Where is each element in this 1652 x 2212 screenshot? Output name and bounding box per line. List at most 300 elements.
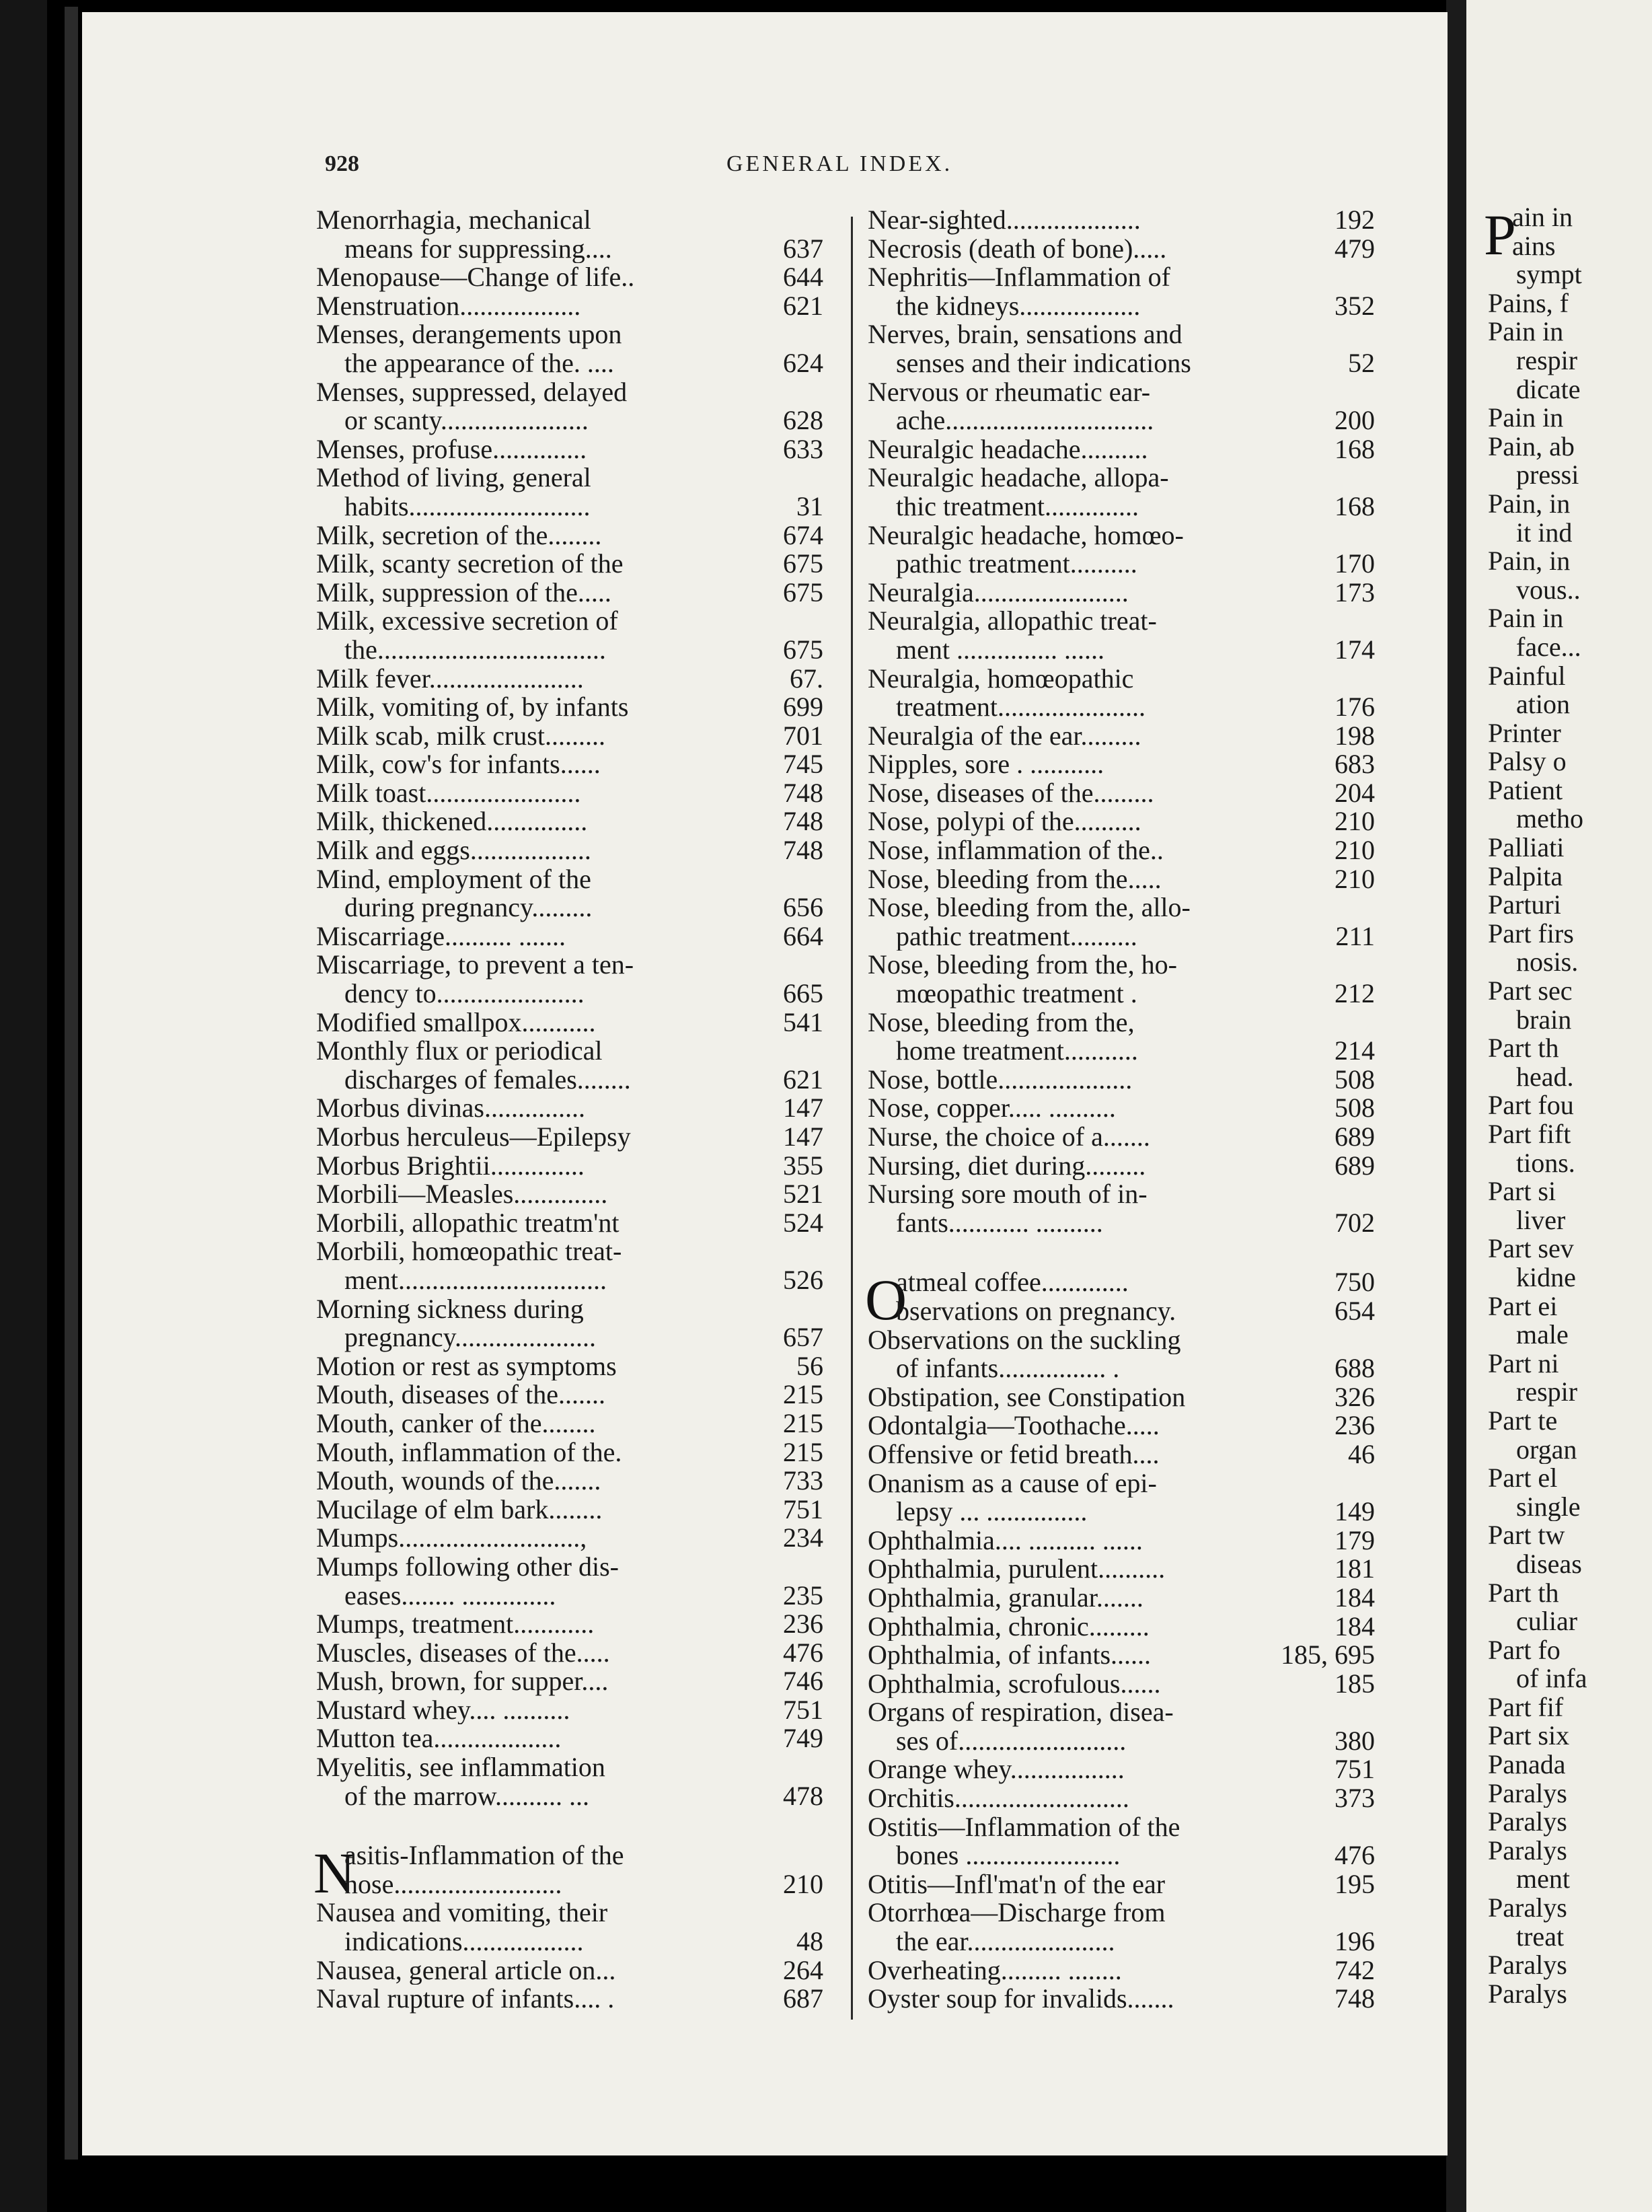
index-entry-page: 664 bbox=[783, 922, 823, 951]
index-entry bbox=[868, 1927, 1386, 1956]
index-entry-text: Menses, derangements upon bbox=[316, 320, 622, 349]
index-entry-text: during pregnancy......... bbox=[344, 893, 593, 922]
index-entry bbox=[1488, 747, 1652, 776]
index-entry-text: Morbili, homœopathic treat- bbox=[316, 1237, 622, 1266]
index-entry bbox=[316, 1266, 834, 1295]
section-gap bbox=[316, 1810, 834, 1841]
index-entry-text: Part ei bbox=[1488, 1292, 1558, 1321]
index-entry-text: Otorrhœa—Discharge from bbox=[868, 1898, 1166, 1928]
index-entry bbox=[868, 1898, 1386, 1927]
index-column-right bbox=[865, 206, 1386, 2036]
index-entry-text: Mouth, canker of the........ bbox=[316, 1409, 596, 1438]
index-entry bbox=[1488, 1292, 1652, 1321]
index-entry bbox=[868, 1037, 1386, 1066]
index-entry bbox=[1488, 1091, 1652, 1120]
index-entry bbox=[1488, 1579, 1652, 1608]
index-entry-text: Nurse, the choice of a....... bbox=[868, 1123, 1150, 1152]
index-entry-text: Monthly flux or periodical bbox=[316, 1037, 603, 1066]
index-entry-text: Parturi bbox=[1488, 891, 1561, 920]
index-entry-text: the ear...................... bbox=[896, 1927, 1115, 1956]
index-entry-page: 168 bbox=[1335, 435, 1375, 464]
index-entry bbox=[316, 1152, 834, 1181]
index-entry-text: ain in bbox=[1512, 202, 1573, 232]
index-entry bbox=[1488, 1234, 1652, 1263]
index-entry-text: Milk, thickened............... bbox=[316, 807, 588, 837]
index-entry-page: 147 bbox=[783, 1123, 823, 1152]
index-entry-text: Mumps..........................., bbox=[316, 1524, 587, 1553]
index-entry-text: treat bbox=[1516, 1922, 1565, 1952]
index-entry-text: of the marrow.......... ... bbox=[344, 1781, 589, 1811]
index-entry bbox=[316, 1696, 834, 1725]
index-entry bbox=[316, 1582, 834, 1611]
index-entry-text: Ophthalmia.... .......... ...... bbox=[868, 1526, 1143, 1555]
index-entry-text: Mucilage of elm bark........ bbox=[316, 1495, 603, 1524]
index-entry bbox=[316, 435, 834, 464]
index-entry-page: 628 bbox=[783, 406, 823, 435]
index-entry bbox=[868, 1180, 1386, 1209]
index-entry-text: Near-sighted.................... bbox=[868, 206, 1141, 235]
index-entry-text: Part th bbox=[1488, 1578, 1559, 1608]
index-entry-text: Ophthalmia, of infants...... bbox=[868, 1641, 1152, 1670]
index-entry-text: Organs of respiration, disea- bbox=[868, 1698, 1174, 1727]
index-entry-page: 234 bbox=[783, 1524, 823, 1553]
index-entry bbox=[868, 1985, 1386, 2014]
index-entry-text: dicate bbox=[1516, 375, 1581, 404]
index-entry-text: Ophthalmia, purulent.......... bbox=[868, 1555, 1166, 1584]
index-entry bbox=[316, 1927, 834, 1956]
index-entry-page: 170 bbox=[1335, 550, 1375, 579]
index-entry-text: indications.................. bbox=[344, 1927, 584, 1956]
index-entry-text: Part si bbox=[1488, 1177, 1556, 1206]
index-entry bbox=[868, 980, 1386, 1008]
index-entry-text: Odontalgia—Toothache..... bbox=[868, 1411, 1160, 1440]
index-entry bbox=[868, 1698, 1386, 1727]
index-entry-text: Milk toast....................... bbox=[316, 778, 581, 808]
index-entry bbox=[316, 1237, 834, 1266]
index-entry-text: of infants................ . bbox=[896, 1354, 1120, 1383]
index-entry-text: Milk, scanty secretion of the bbox=[316, 550, 624, 579]
index-entry bbox=[868, 1727, 1386, 1756]
index-entry bbox=[316, 1066, 834, 1095]
index-entry bbox=[868, 435, 1386, 464]
index-entry-text: Morbus Brightii.............. bbox=[316, 1151, 585, 1181]
index-entry bbox=[316, 1438, 834, 1467]
index-entry-text: Part sec bbox=[1488, 977, 1573, 1006]
index-entry-text: the appearance of the. .... bbox=[344, 348, 614, 378]
drop-cap-letter: P bbox=[1484, 202, 1516, 267]
index-entry-text: Pain, in bbox=[1488, 489, 1571, 519]
index-entry-text: Oyster soup for invalids....... bbox=[868, 1985, 1174, 2014]
index-entry bbox=[1488, 576, 1652, 605]
index-entry-page: 746 bbox=[783, 1667, 823, 1696]
index-entry bbox=[316, 349, 834, 378]
index-entry bbox=[868, 865, 1386, 894]
index-entry-text: Patient bbox=[1488, 776, 1563, 805]
index-entry bbox=[1488, 1894, 1652, 1923]
index-entry-text: Pain in bbox=[1488, 404, 1564, 433]
index-entry-text: Milk scab, milk crust......... bbox=[316, 721, 605, 751]
index-entry-text: Menorrhagia, mechanical bbox=[316, 206, 591, 235]
index-entry bbox=[1488, 404, 1652, 433]
index-entry bbox=[1488, 690, 1652, 719]
index-entry bbox=[868, 521, 1386, 550]
index-entry-text: Pain, in bbox=[1488, 547, 1571, 576]
index-entry-page: 215 bbox=[783, 1380, 823, 1409]
index-entry-text: respir bbox=[1516, 346, 1578, 375]
index-entry-text: Painful bbox=[1488, 661, 1566, 691]
index-entry-text: Onanism as a cause of epi- bbox=[868, 1469, 1157, 1498]
index-entry bbox=[316, 1553, 834, 1582]
index-entry bbox=[868, 807, 1386, 836]
index-entry bbox=[868, 1440, 1386, 1469]
index-entry-page: 48 bbox=[796, 1927, 823, 1956]
index-entry-page: 184 bbox=[1335, 1612, 1375, 1642]
index-entry bbox=[868, 1123, 1386, 1152]
index-entry-text: Muscles, diseases of the..... bbox=[316, 1638, 610, 1668]
index-entry-page: 210 bbox=[783, 1870, 823, 1899]
index-entry-text: Ophthalmia, chronic......... bbox=[868, 1612, 1150, 1642]
index-entry bbox=[1488, 318, 1652, 346]
index-entry-page: 748 bbox=[783, 807, 823, 837]
index-entry-page: 185 bbox=[1335, 1669, 1375, 1699]
index-entry-text: it ind bbox=[1516, 518, 1573, 548]
index-entry-page: 326 bbox=[1335, 1382, 1375, 1412]
index-entry bbox=[868, 1008, 1386, 1037]
index-entry bbox=[1488, 948, 1652, 977]
index-entry-text: Motion or rest as symptoms bbox=[316, 1352, 617, 1381]
index-entry-text: Pain in bbox=[1488, 604, 1564, 633]
index-entry-text: nose......................... bbox=[344, 1870, 562, 1899]
index-entry bbox=[316, 1209, 834, 1238]
index-entry bbox=[1488, 920, 1652, 949]
index-entry-page: 701 bbox=[783, 721, 823, 751]
index-entry bbox=[1488, 1063, 1652, 1092]
index-entry-page: 192 bbox=[1335, 206, 1375, 235]
index-entry-text: Part fift bbox=[1488, 1120, 1571, 1149]
index-entry-page: 750 bbox=[1335, 1267, 1375, 1298]
index-entry-page: 176 bbox=[1335, 693, 1375, 722]
index-entry-page: 236 bbox=[1335, 1411, 1375, 1440]
index-entry-page: 200 bbox=[1335, 406, 1375, 435]
index-entry bbox=[1488, 490, 1652, 519]
index-entry bbox=[316, 1667, 834, 1696]
index-entry-page: 31 bbox=[796, 492, 823, 521]
index-entry-page: 687 bbox=[783, 1985, 823, 2014]
index-entry-text: Part fou bbox=[1488, 1091, 1574, 1120]
index-entry-text: Nausea, general article on... bbox=[316, 1956, 616, 1985]
index-entry bbox=[1488, 1464, 1652, 1493]
index-entry-text: Morbili, allopathic treatm'nt bbox=[316, 1208, 620, 1238]
index-entry-page: 751 bbox=[783, 1695, 823, 1725]
index-entry bbox=[1488, 1636, 1652, 1665]
index-entry-page: 215 bbox=[783, 1409, 823, 1438]
index-entry bbox=[868, 1469, 1386, 1498]
index-entry-page: 479 bbox=[1335, 234, 1375, 264]
index-entry-text: Nose, diseases of the......... bbox=[868, 778, 1154, 808]
index-entry-text: Paralys bbox=[1488, 1951, 1567, 1980]
index-entry-text: organ bbox=[1516, 1435, 1577, 1465]
index-entry bbox=[868, 406, 1386, 435]
index-entry-page: 633 bbox=[783, 435, 823, 464]
index-entry bbox=[868, 1870, 1386, 1899]
index-entry bbox=[868, 951, 1386, 980]
index-entry bbox=[868, 1094, 1386, 1123]
index-entry bbox=[1488, 1378, 1652, 1407]
index-entry-text: Overheating......... ........ bbox=[868, 1956, 1122, 1985]
index-entry-text: eases........ .............. bbox=[344, 1581, 556, 1611]
index-entry-text: Obstipation, see Constipation bbox=[868, 1382, 1186, 1412]
index-entry bbox=[1488, 834, 1652, 862]
index-entry bbox=[316, 665, 834, 694]
index-entry bbox=[316, 1295, 834, 1324]
index-entry bbox=[868, 1526, 1386, 1555]
drop-cap-letter: O bbox=[865, 1267, 907, 1333]
index-entry bbox=[868, 750, 1386, 779]
index-entry bbox=[316, 1180, 834, 1209]
index-entry bbox=[316, 206, 834, 235]
index-entry-text: Part fo bbox=[1488, 1635, 1561, 1665]
index-entry-text: Miscarriage.......... ....... bbox=[316, 922, 566, 951]
index-entry-text: Ophthalmia, scrofulous...... bbox=[868, 1669, 1161, 1699]
index-entry-text: Mind, employment of the bbox=[316, 864, 591, 894]
index-entry-text: Paralys bbox=[1488, 1894, 1567, 1923]
index-entry-text: tions. bbox=[1516, 1148, 1575, 1178]
index-entry bbox=[316, 607, 834, 636]
index-entry-text: Neuralgic headache, homœo- bbox=[868, 521, 1184, 550]
index-entry-text: vous.. bbox=[1516, 575, 1581, 605]
index-entry-text: sympt bbox=[1516, 260, 1582, 289]
index-entry-page: 675 bbox=[783, 578, 823, 607]
index-entry bbox=[868, 1411, 1386, 1440]
index-entry-page: 168 bbox=[1335, 492, 1375, 521]
index-entry-text: ses of......................... bbox=[896, 1726, 1127, 1756]
index-entry bbox=[1488, 1177, 1652, 1206]
index-entry-text: pregnancy..................... bbox=[344, 1323, 596, 1352]
index-entry-page: 184 bbox=[1335, 1583, 1375, 1613]
index-entry-text: Miscarriage, to prevent a ten- bbox=[316, 951, 634, 980]
index-entry-text: Orchitis.......................... bbox=[868, 1784, 1129, 1813]
index-entry-text: head. bbox=[1516, 1062, 1574, 1092]
index-entry bbox=[316, 550, 834, 579]
index-entry-text: pressi bbox=[1516, 461, 1579, 490]
index-entry bbox=[1488, 1951, 1652, 1980]
index-entry bbox=[316, 1467, 834, 1496]
index-entry-page: 264 bbox=[783, 1956, 823, 1985]
index-entry bbox=[1488, 1321, 1652, 1350]
index-entry-text: Morbili—Measles.............. bbox=[316, 1180, 608, 1209]
index-entry-text: lepsy ... ............... bbox=[896, 1498, 1088, 1526]
index-entry-text: thic treatment.............. bbox=[896, 492, 1139, 521]
index-entry bbox=[868, 235, 1386, 264]
index-entry-text: Ostitis—Inflammation of the bbox=[868, 1812, 1180, 1842]
index-entry-text: Pains, f bbox=[1488, 289, 1569, 318]
index-entry-text: Neuralgia....................... bbox=[868, 578, 1129, 607]
index-entry bbox=[1488, 1750, 1652, 1779]
index-entry-page: 654 bbox=[1335, 1296, 1375, 1326]
index-entry bbox=[1488, 547, 1652, 576]
index-entry-text: Mutton tea................... bbox=[316, 1724, 562, 1754]
index-entry bbox=[1488, 1149, 1652, 1178]
index-entry bbox=[868, 636, 1386, 665]
index-entry-page: 179 bbox=[1335, 1526, 1375, 1555]
index-entry bbox=[1488, 260, 1652, 289]
index-entry bbox=[316, 521, 834, 550]
index-entry bbox=[316, 1037, 834, 1066]
index-entry bbox=[316, 406, 834, 435]
index-entry bbox=[868, 1326, 1386, 1355]
index-entry bbox=[1488, 519, 1652, 548]
index-entry bbox=[868, 893, 1386, 922]
index-entry bbox=[868, 1555, 1386, 1584]
index-entry-page: 508 bbox=[1335, 1065, 1375, 1095]
index-entry-text: or scanty...................... bbox=[344, 406, 589, 435]
index-entry-text: Nursing, diet during......... bbox=[868, 1151, 1146, 1181]
index-entry bbox=[868, 292, 1386, 321]
index-entry-text: Mouth, diseases of the....... bbox=[316, 1380, 605, 1409]
index-entry bbox=[316, 636, 834, 665]
index-entry bbox=[868, 1956, 1386, 1985]
index-entry-text: fants............ .......... bbox=[896, 1208, 1103, 1238]
index-entry-text: Milk and eggs.................. bbox=[316, 836, 591, 865]
index-entry bbox=[868, 1383, 1386, 1412]
index-entry bbox=[316, 980, 834, 1008]
index-entry bbox=[316, 865, 834, 894]
index-entry-text: Mush, brown, for supper.... bbox=[316, 1667, 609, 1696]
index-entry-text: atmeal coffee............. bbox=[896, 1267, 1129, 1298]
index-entry bbox=[868, 1813, 1386, 1842]
index-entry bbox=[1488, 1436, 1652, 1465]
column-divider bbox=[851, 217, 853, 2020]
index-entry-page: 56 bbox=[796, 1352, 823, 1381]
index-entry bbox=[868, 1297, 1386, 1326]
index-entry bbox=[868, 836, 1386, 865]
index-entry bbox=[1488, 375, 1652, 404]
index-entry-text: Offensive or fetid breath.... bbox=[868, 1440, 1160, 1469]
index-entry-text: Necrosis (death of bone)..... bbox=[868, 234, 1167, 264]
index-entry-text: Paralys bbox=[1488, 1808, 1567, 1837]
index-entry-text: Neuralgia of the ear......... bbox=[868, 721, 1141, 751]
index-entry-page: 621 bbox=[783, 291, 823, 321]
index-entry-page: 656 bbox=[783, 893, 823, 922]
index-entry-text: Nose, bottle.................... bbox=[868, 1065, 1133, 1095]
index-entry bbox=[1488, 662, 1652, 691]
index-entry-page: 235 bbox=[783, 1581, 823, 1611]
index-entry bbox=[1488, 433, 1652, 462]
facing-page bbox=[1466, 0, 1652, 2212]
index-entry bbox=[316, 1724, 834, 1753]
index-entry-page: 674 bbox=[783, 521, 823, 550]
index-entry-text: Palliati bbox=[1488, 834, 1565, 862]
page-title: GENERAL INDEX. bbox=[726, 151, 953, 176]
index-entry bbox=[1488, 1006, 1652, 1035]
index-entry-text: Part fif bbox=[1488, 1693, 1564, 1722]
index-entry-page: 67. bbox=[790, 664, 823, 694]
index-entry-text: Nephritis—Inflammation of bbox=[868, 263, 1170, 292]
index-entry-text: Palpita bbox=[1488, 862, 1563, 891]
index-entry bbox=[316, 779, 834, 808]
index-entry bbox=[868, 1841, 1386, 1870]
index-entry bbox=[1488, 232, 1652, 261]
index-entry-text: respir bbox=[1516, 1378, 1578, 1407]
index-entry-text: culiar bbox=[1516, 1607, 1578, 1636]
index-entry bbox=[316, 579, 834, 607]
index-entry-text: of infa bbox=[1516, 1664, 1587, 1693]
index-entry-page: 702 bbox=[1335, 1208, 1375, 1238]
index-entry-page: 52 bbox=[1348, 348, 1375, 378]
index-entry-text: Paralys bbox=[1488, 1979, 1567, 2009]
index-entry bbox=[316, 1496, 834, 1524]
index-entry-text: the kidneys.................. bbox=[896, 291, 1141, 321]
index-entry-text: Neuralgic headache, allopa- bbox=[868, 464, 1169, 492]
index-entry bbox=[868, 349, 1386, 378]
index-entry-page: 541 bbox=[783, 1008, 823, 1037]
index-entry-text: Myelitis, see inflammation bbox=[316, 1753, 605, 1782]
index-entry bbox=[316, 1956, 834, 1985]
index-entry-text: Neuralgia, allopathic treat- bbox=[868, 607, 1157, 636]
index-entry bbox=[1488, 1550, 1652, 1579]
index-entry-page: 748 bbox=[783, 836, 823, 865]
index-entry bbox=[1488, 1779, 1652, 1808]
index-entry-page: 210 bbox=[1335, 864, 1375, 894]
index-entry-text: habits........................... bbox=[344, 492, 591, 521]
index-entry-text: Milk, suppression of the..... bbox=[316, 578, 611, 607]
index-entry-page: 174 bbox=[1335, 635, 1375, 665]
index-entry bbox=[316, 922, 834, 951]
index-entry-page: 173 bbox=[1335, 578, 1375, 607]
index-entry-page: 211 bbox=[1335, 922, 1375, 951]
index-entry-text: ains bbox=[1512, 231, 1556, 261]
index-entry-page: 657 bbox=[783, 1323, 823, 1352]
index-entry-page: 355 bbox=[783, 1151, 823, 1181]
index-entry-page: 733 bbox=[783, 1467, 823, 1496]
index-entry-text: Observations on the suckling bbox=[868, 1325, 1181, 1355]
index-entry-page: 147 bbox=[783, 1094, 823, 1123]
index-entry bbox=[316, 1898, 834, 1927]
index-entry-text: Menses, profuse.............. bbox=[316, 435, 587, 464]
index-entry bbox=[316, 1323, 834, 1352]
index-entry bbox=[868, 1613, 1386, 1642]
index-entry bbox=[316, 893, 834, 922]
index-entry bbox=[1488, 1493, 1652, 1522]
index-entry bbox=[868, 320, 1386, 349]
index-entry-text: male bbox=[1516, 1321, 1569, 1350]
index-entry bbox=[316, 263, 834, 292]
index-entry-page: 181 bbox=[1335, 1555, 1375, 1584]
index-entry-page: 524 bbox=[783, 1208, 823, 1238]
index-entry bbox=[316, 750, 834, 779]
page-number: 928 bbox=[325, 151, 359, 176]
index-entry bbox=[868, 1209, 1386, 1238]
index-entry bbox=[868, 579, 1386, 607]
index-entry-text: Pain in bbox=[1488, 318, 1564, 346]
index-entry-page: 624 bbox=[783, 348, 823, 378]
index-entry-text: Part th bbox=[1488, 1034, 1559, 1063]
index-entry-text: Part firs bbox=[1488, 919, 1574, 949]
index-entry-text: Milk fever....................... bbox=[316, 664, 584, 694]
index-entry-text: brain bbox=[1516, 1005, 1572, 1035]
index-entry-page: 195 bbox=[1335, 1870, 1375, 1899]
index-entry-page: 688 bbox=[1335, 1354, 1375, 1383]
index-entry-text: ment bbox=[1516, 1865, 1570, 1894]
index-entry bbox=[1488, 776, 1652, 805]
index-entry bbox=[316, 1123, 834, 1152]
index-entry-text: the.................................. bbox=[344, 635, 606, 665]
index-entry-page: 476 bbox=[783, 1638, 823, 1668]
index-entry-page: 521 bbox=[783, 1180, 823, 1209]
index-entry bbox=[316, 1610, 834, 1639]
index-entry-page: 210 bbox=[1335, 836, 1375, 865]
index-entry-text: Menses, suppressed, delayed bbox=[316, 377, 628, 407]
